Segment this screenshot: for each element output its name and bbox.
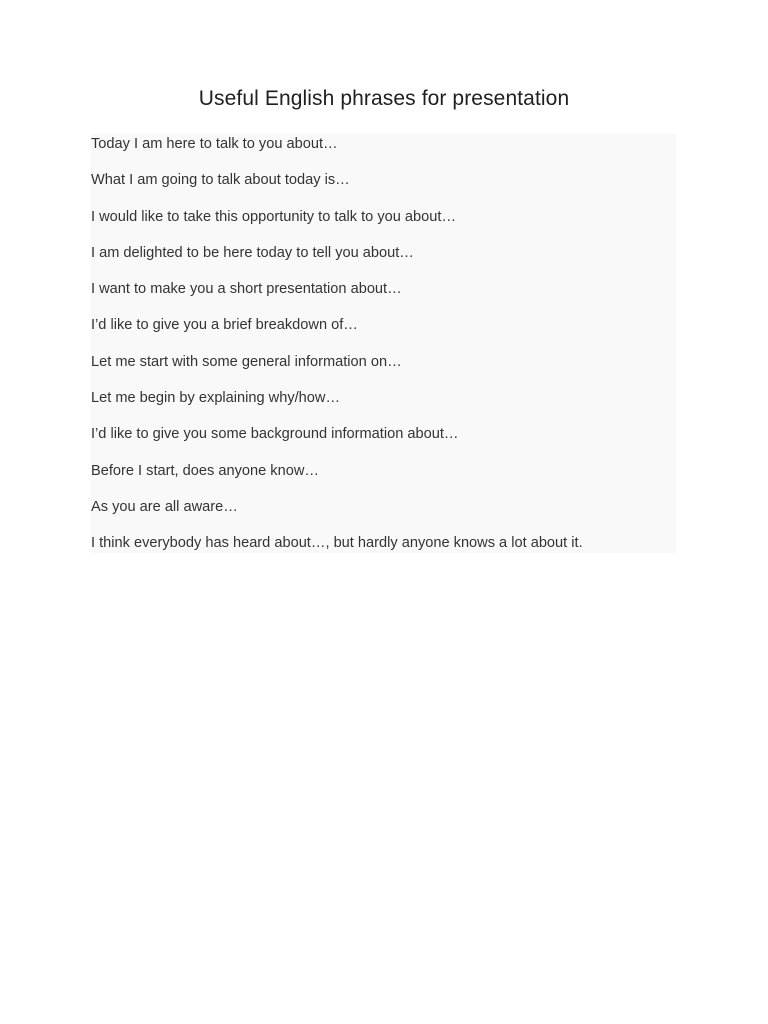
list-item: Today I am here to talk to you about… — [91, 136, 338, 152]
list-item: I would like to take this opportunity to talk to you about… — [91, 209, 457, 225]
list-item: I’d like to give you a brief breakdown of… — [91, 317, 358, 333]
list-item: I am delighted to be here today to tell you about… — [91, 245, 414, 261]
list-item: I want to make you a short presentation about… — [91, 281, 402, 297]
list-item: I’d like to give you some background information about… — [91, 426, 459, 442]
list-item: What I am going to talk about today is… — [91, 172, 350, 188]
list-item: Let me start with some general information on… — [91, 354, 402, 370]
document-title: Useful English phrases for presentation — [198, 87, 570, 110]
list-item: Before I start, does anyone know… — [91, 463, 319, 479]
phrase-list — [91, 134, 676, 553]
list-item: Let me begin by explaining why/how… — [91, 390, 341, 406]
list-item: I think everybody has heard about…, but hardly anyone knows a lot about it. — [91, 535, 583, 551]
list-item: As you are all aware… — [91, 499, 238, 515]
